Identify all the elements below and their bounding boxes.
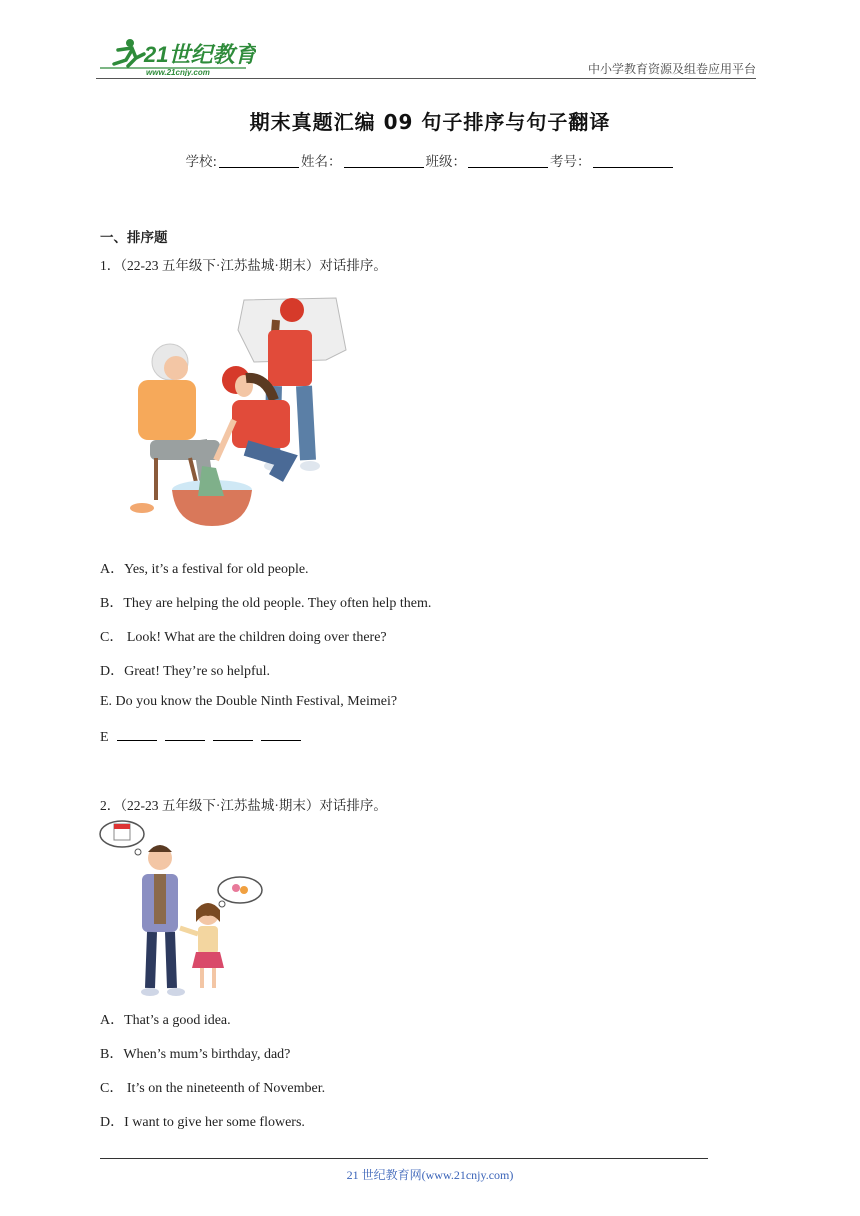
question-1-illustration [126,290,362,526]
header-divider [96,78,756,79]
footer-divider [100,1158,708,1159]
answer-blank-4[interactable] [261,728,301,741]
question-2-option-c: C． It’s on the nineteenth of November. [100,1081,326,1096]
question-2-illustration [98,818,268,998]
page-title: 期末真题汇编 09 句子排序与句子翻译 [249,110,611,134]
exam-no-label: 考号： [550,154,591,170]
footer-link[interactable]: 21 世纪教育网(www.21cnjy.com) [346,1168,514,1182]
school-blank[interactable] [219,153,299,168]
question-2-option-b: B．When’s mum’s birthday, dad? [100,1047,291,1062]
question-1-option-b: B．They are helping the old people. They often help them. [100,596,432,611]
question-2-option-a: A．That’s a good idea. [100,1013,231,1028]
class-label: 班级： [425,154,467,170]
answer-prefix: E [100,730,109,745]
student-info-fields [0,150,860,170]
question-1-option-a: A．Yes, it’s a festival for old people. [100,562,309,577]
site-logo [96,36,256,76]
logo-url-text: www.21cnjy.com [146,68,210,76]
platform-name: 中小学教育资源及组卷应用平台 [587,62,756,76]
question-1-answer-line [100,728,301,746]
question-1-option-e: E. Do you know the Double Ninth Festival, Meimei? [100,694,398,709]
question-1-option-d: D．Great! They’re so helpful. [100,664,271,679]
answer-blank-1[interactable] [117,728,157,741]
class-blank[interactable] [468,153,548,168]
question-1-stem: 1．（22-23 五年级下·江苏盐城·期末）对话排序。 [100,258,387,273]
exam-no-blank[interactable] [593,153,673,168]
answer-blank-3[interactable] [213,728,253,741]
section-heading: 一、排序题 [100,230,168,246]
question-1-option-c: C． Look! What are the children doing over there? [100,630,387,645]
question-2-option-d: D．I want to give her some flowers. [100,1115,305,1130]
school-label: 学校: [185,154,218,170]
name-blank[interactable] [344,153,424,168]
name-label: 姓名： [301,154,342,170]
logo-text: 21世纪教育 [144,42,256,67]
answer-blank-2[interactable] [165,728,205,741]
question-2-stem: 2．（22-23 五年级下·江苏盐城·期末）对话排序。 [100,798,387,813]
